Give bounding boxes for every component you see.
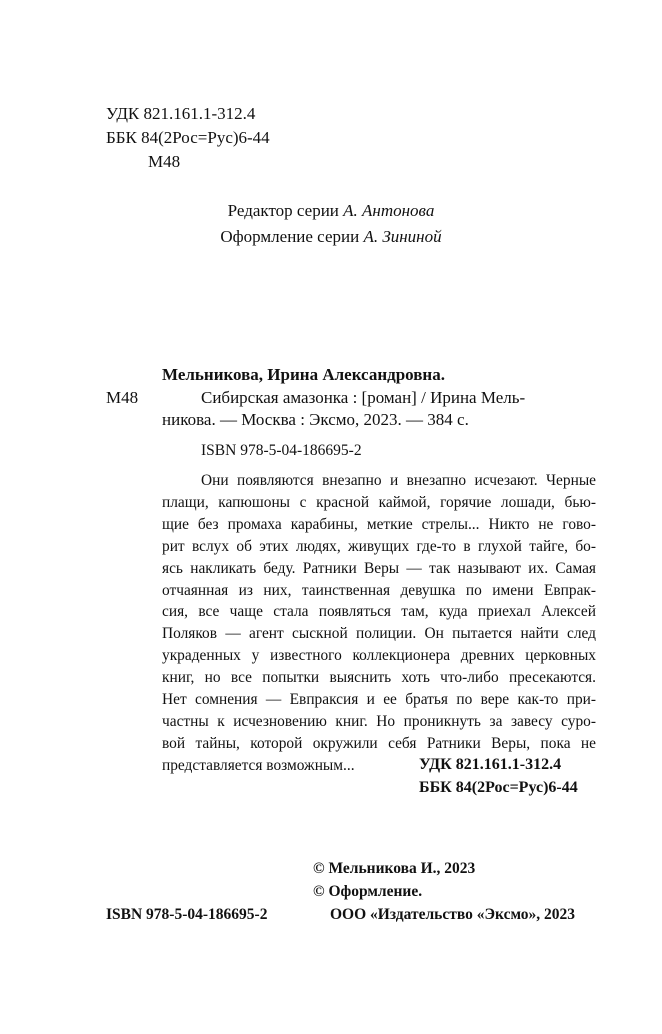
series-editor-line — [0, 198, 662, 224]
annotation-line: Нет сомнения — Евпраксия и ее братья по вере как-то при- — [162, 691, 596, 709]
copyright-design: © Оформление. — [313, 883, 423, 900]
annotation-line: отчаянная из них, таинственная девушка по имени Евпрак- — [162, 581, 596, 599]
catalog-author-mark: М48 — [106, 388, 139, 407]
series-editor-label: Редактор серии — [227, 201, 339, 220]
annotation-line: ясь накликать беду. Ратники Веры — так называют их. Самая — [162, 559, 596, 577]
annotation-line: представляется возможным... — [162, 756, 355, 774]
catalog-isbn: ISBN 978-5-04-186695-2 — [201, 442, 362, 459]
copyright-author: © Мельникова И., 2023 — [313, 860, 476, 877]
annotation-line: частны к исчезновению книг. Но проникнуть за завесу суро- — [162, 712, 596, 730]
bbk-code: ББК 84(2Рос=Рус)6-44 — [106, 128, 270, 147]
author-mark: М48 — [148, 152, 181, 171]
annotation-line: рит вслух об этих людях, живущих где-то в глухой тайге, бо- — [162, 537, 596, 555]
catalog-description-line-2: никова. — Москва : Эксмо, 2023. — 384 с. — [162, 410, 469, 429]
annotation-line: украденных у известного коллекционера древних церковных — [162, 647, 596, 665]
udk-code-repeat: УДК 821.161.1-312.4 — [419, 756, 562, 773]
series-design-line — [0, 224, 662, 250]
isbn-bottom: ISBN 978-5-04-186695-2 — [106, 906, 268, 923]
bbk-code-repeat: ББК 84(2Рос=Рус)6-44 — [419, 779, 578, 796]
annotation-line: вой тайны, которой окружили себя Ратники Веры, пока не — [162, 734, 596, 752]
copyright-publisher: ООО «Издательство «Эксмо», 2023 — [330, 906, 576, 923]
annotation-line: Они появляются внезапно и внезапно исчезают. Черные — [201, 472, 596, 489]
udk-code: УДК 821.161.1-312.4 — [106, 104, 256, 123]
annotation-line: щие без промаха карабины, меткие стрелы... Никто не гово- — [162, 515, 596, 533]
annotation-line: Поляков — агент сыскной полиции. Он пытается найти след — [162, 625, 596, 643]
series-editor-name: А. Антонова — [343, 201, 435, 220]
series-design-label: Оформление серии — [220, 227, 360, 246]
author-heading: Мельникова, Ирина Александровна. — [162, 365, 445, 384]
annotation-line: сия, все чаще стала появляться там, куда приехал Алексей — [162, 603, 596, 621]
annotation — [162, 470, 596, 777]
catalog-description-line-1: Сибирская амазонка : [роман] / Ирина Мель- — [201, 388, 526, 407]
series-design-name: А. Зининой — [363, 227, 442, 246]
annotation-line: плащи, капюшоны с красной каймой, горячие лошади, бью- — [162, 493, 596, 511]
annotation-line: книг, но все попытки выяснить хоть что-либо пресекаются. — [162, 669, 596, 687]
